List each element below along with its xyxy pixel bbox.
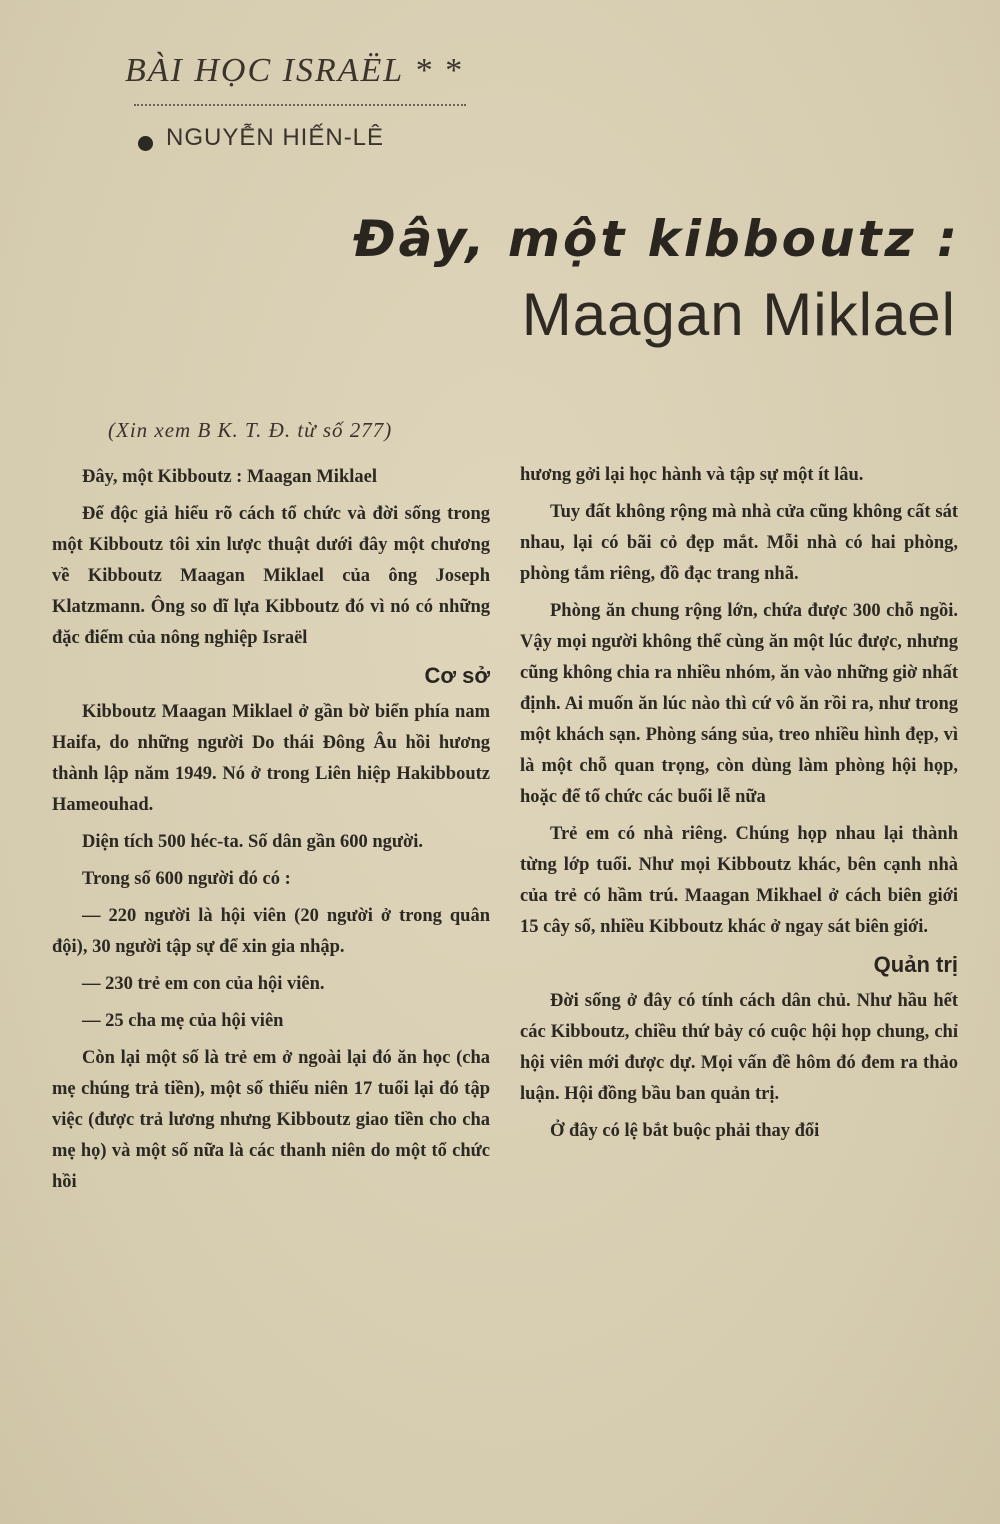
body-paragraph: Tuy đất không rộng mà nhà cửa cũng không cất sát nhau, lại có bãi cỏ đẹp mắt. Mỗi nhà có hai phòng, phòng tắm riêng, đồ đạc trang nhã. [520,502,958,584]
headline-line-1: Đây, một kibboutz : [353,210,960,268]
author-name: NGUYỄN HIẾN-LÊ [166,124,385,151]
section-heading: Quản trị [873,952,958,977]
left-column [52,462,490,1198]
body-paragraph: Đây, một Kibboutz : Maagan Miklael [82,467,377,487]
bullet-icon [138,136,153,151]
reference-note: (Xin xem B K. T. Đ. từ số 277) [108,418,393,442]
dotted-divider [134,104,466,106]
body-paragraph: — 25 cha mẹ của hội viên [82,1011,284,1031]
body-paragraph: Phòng ăn chung rộng lớn, chứa được 300 chỗ ngồi. Vậy mọi người không thể cùng ăn một lúc được, nhưng cũng không chia ra nhiều nhóm, ăn vào những giờ nhất định. Ai muốn ăn lúc nào thì cứ vô ăn rồi ra, như trong một khách sạn. Phòng sáng sủa, treo nhiều hình đẹp, vì là một chỗ quan trọng, còn dùng làm phòng hội họp, hoặc để tổ chức các buổi lễ nữa [520,601,958,807]
body-paragraph: Diện tích 500 héc-ta. Số dân gần 600 người. [82,832,424,852]
body-paragraph: Kibboutz Maagan Miklael ở gần bờ biển phía nam Haifa, do những người Do thái Đông Âu hồi hương thành lập năm 1949. Nó ở trong Liên hiệp Hakibboutz Hameouhad. [52,702,490,815]
headline-line-2: Maagan Miklael [521,281,956,348]
section-heading: Cơ sở [424,663,490,688]
body-paragraph: Để độc giả hiểu rõ cách tổ chức và đời sống trong một Kibboutz tôi xin lược thuật dưới đây một chương về Kibboutz Maagan Miklael của ông Joseph Klatzmann. Ông so dĩ lựa Kibboutz đó vì nó có những đặc điểm của nông nghiệp Israël [52,504,490,648]
body-paragraph: hương gởi lại học hành và tập sự một ít lâu. [520,465,864,485]
body-paragraph: — 230 trẻ em con của hội viên. [82,974,325,994]
series-title: BÀI HỌC ISRAËL * * [125,52,463,89]
body-paragraph: — 220 người là hội viên (20 người ở trong quân đội), 30 người tập sự để xin gia nhập. [52,906,490,957]
body-paragraph: Đời sống ở đây có tính cách dân chủ. Như hầu hết các Kibboutz, chiều thứ bảy có cuộc hội họp chung, chỉ hội viên mới được dự. Mọi vấn đề hôm đó đem ra thảo luận. Hội đồng bầu ban quản trị. [520,991,958,1104]
body-paragraph: Ở đây có lệ bắt buộc phải thay đổi [550,1121,820,1141]
body-paragraph: Trong số 600 người đó có : [82,869,291,889]
body-paragraph: Trẻ em có nhà riêng. Chúng họp nhau lại thành từng lớp tuổi. Như mọi Kibboutz khác, bên cạnh nhà của trẻ có hầm trú. Maagan Mikhael ở cách biên giới 15 cây số, nhiều Kibboutz khác ở ngay sát biên giới. [520,824,958,937]
right-column [520,460,958,1147]
body-paragraph: Còn lại một số là trẻ em ở ngoài lại đó ăn học (cha mẹ chúng trả tiền), một số thiếu niên 17 tuổi lại đó tập việc (được trả lương nhưng Kibboutz giao tiền cho cha mẹ họ) và một số nữa là các thanh niên do một tổ chức hồi [52,1048,490,1192]
